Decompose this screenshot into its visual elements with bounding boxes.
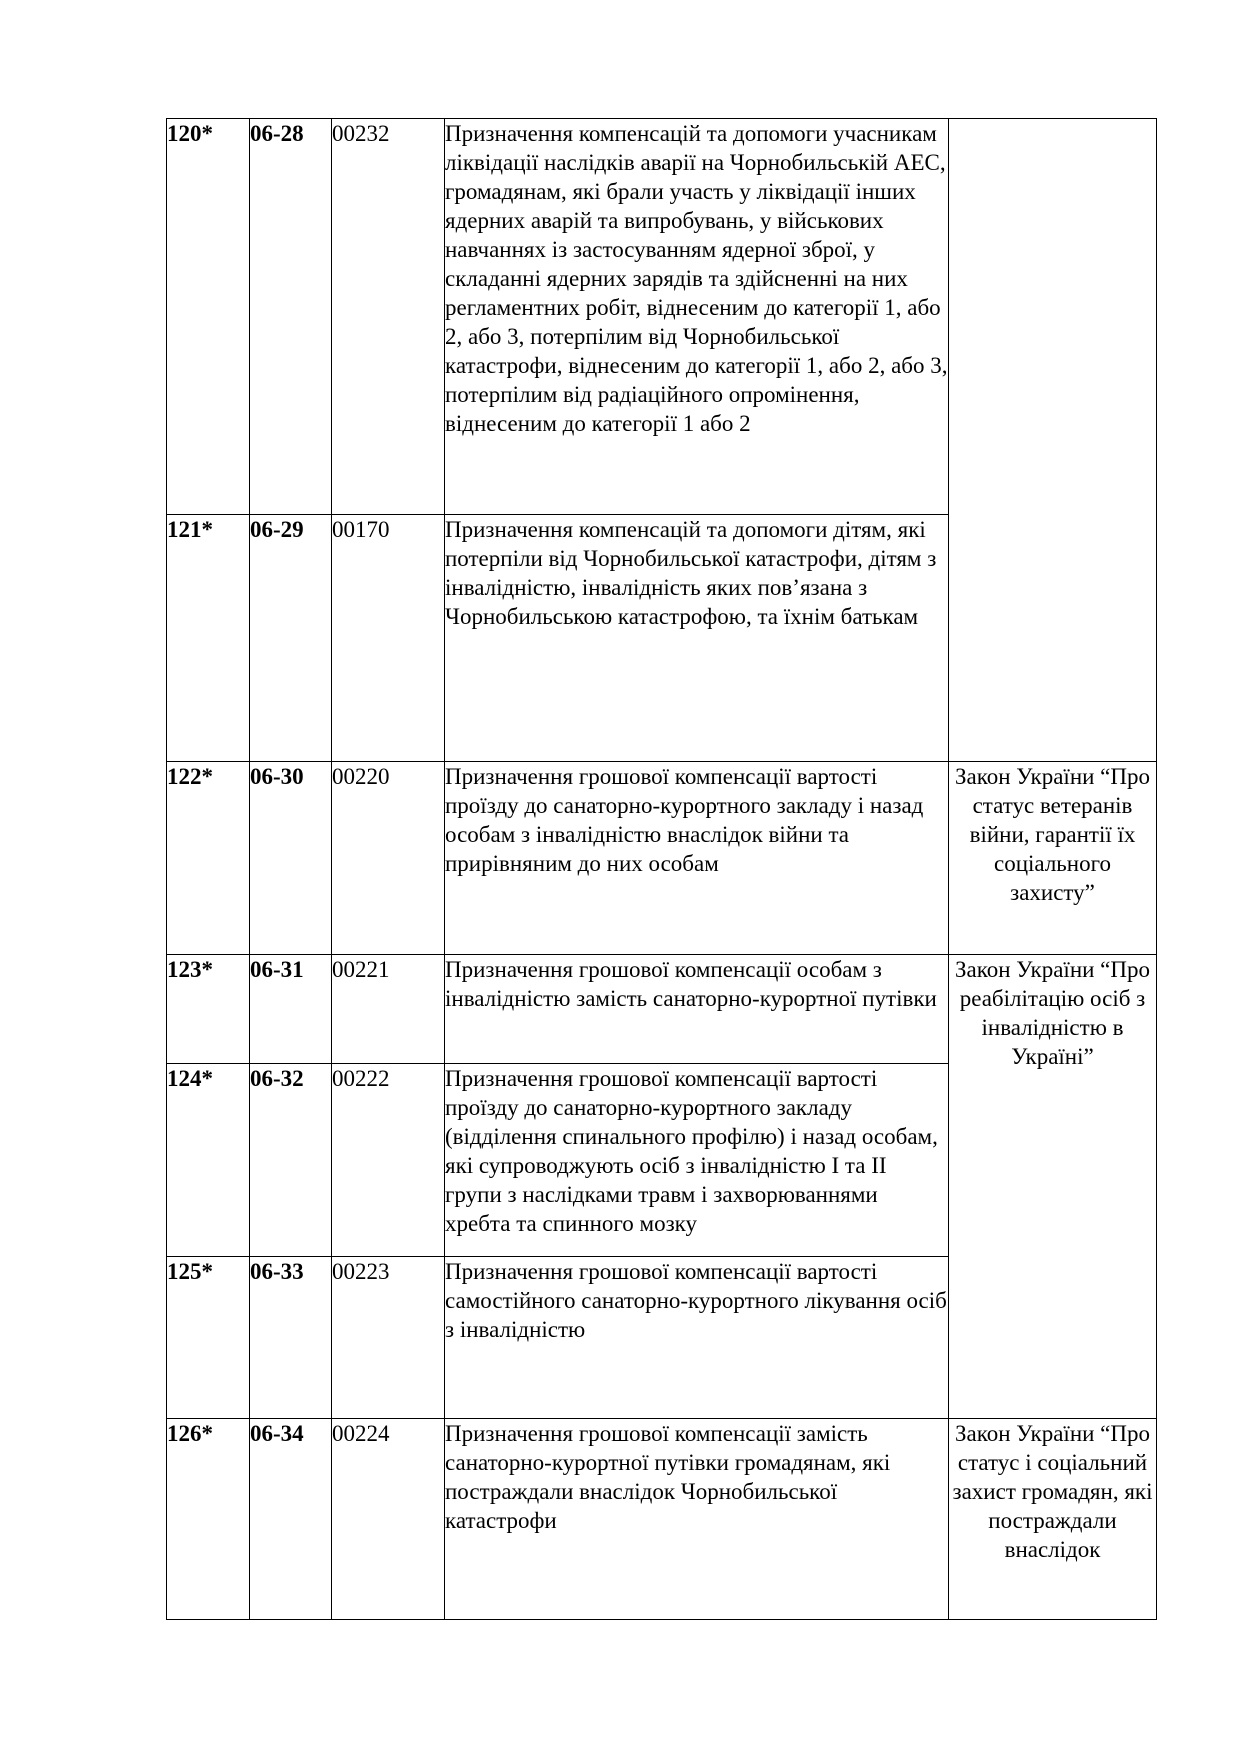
service-code: 06-29 [250,515,332,762]
table-row [167,1419,1157,1620]
service-description: Призначення компенсацій та допомоги дітям, які потерпіли від Чорнобильської катастрофи, дітям з інвалідністю, інвалідність яких пов’язана з Чорнобильською катастрофою, та їхнім батькам [445,515,949,762]
row-number: 125* [167,1257,250,1419]
service-code: 06-30 [250,762,332,955]
row-number: 126* [167,1419,250,1620]
legal-basis: Закон України “Про статус ветеранів війни, гарантії їх соціального захисту” [949,762,1157,955]
registry-code: 00223 [332,1257,445,1419]
service-description: Призначення грошової компенсації замість санаторно-курортної путівки громадянам, які постраждали внаслідок Чорнобильської катастрофи [445,1419,949,1620]
service-description: Призначення грошової компенсації вартості самостійного санаторно-курортного лікування осіб з інвалідністю [445,1257,949,1419]
service-description: Призначення грошової компенсації особам з інвалідністю замість санаторно-курортної путівки [445,955,949,1064]
service-code: 06-33 [250,1257,332,1419]
registry-code: 00221 [332,955,445,1064]
registry-code: 00220 [332,762,445,955]
service-description: Призначення грошової компенсації вартості проїзду до санаторно-курортного закладу (відділення спинального профілю) і назад особам, які супроводжують осіб з інвалідністю I та II групи з наслідками травм і захворюваннями хребта та спинного мозку [445,1064,949,1257]
legal-basis-empty [949,119,1157,762]
table-row [167,119,1157,515]
service-code: 06-32 [250,1064,332,1257]
service-description: Призначення компенсацій та допомоги учасникам ліквідації наслідків аварії на Чорнобильській АЕС, громадянам, які брали участь у ліквідації інших ядерних аварій та випробувань, у військових навчаннях із застосуванням ядерної зброї, у складанні ядерних зарядів та здійсненні на них регламентних робіт, віднесеним до категорії 1, або 2, або 3, потерпілим від Чорнобильської катастрофи, віднесеним до категорії 1, або 2, або 3, потерпілим від радіаційного опромінення, віднесеним до категорії 1 або 2 [445,119,949,515]
table-row [167,762,1157,955]
row-number: 120* [167,119,250,515]
registry-code: 00222 [332,1064,445,1257]
row-number: 122* [167,762,250,955]
legal-basis: Закон України “Про реабілітацію осіб з інвалідністю в Україні” [949,955,1157,1419]
row-number: 124* [167,1064,250,1257]
registry-code: 00232 [332,119,445,515]
service-code: 06-31 [250,955,332,1064]
registry-code: 00224 [332,1419,445,1620]
registry-code: 00170 [332,515,445,762]
row-number: 123* [167,955,250,1064]
service-code: 06-34 [250,1419,332,1620]
row-number: 121* [167,515,250,762]
table-row [167,955,1157,1064]
legal-basis: Закон України “Про статус і соціальний захист громадян, які постраждали внаслідок [949,1419,1157,1620]
services-table [166,118,1157,1620]
service-code: 06-28 [250,119,332,515]
service-description: Призначення грошової компенсації вартості проїзду до санаторно-курортного закладу і назад особам з інвалідністю внаслідок війни та прирівняним до них особам [445,762,949,955]
